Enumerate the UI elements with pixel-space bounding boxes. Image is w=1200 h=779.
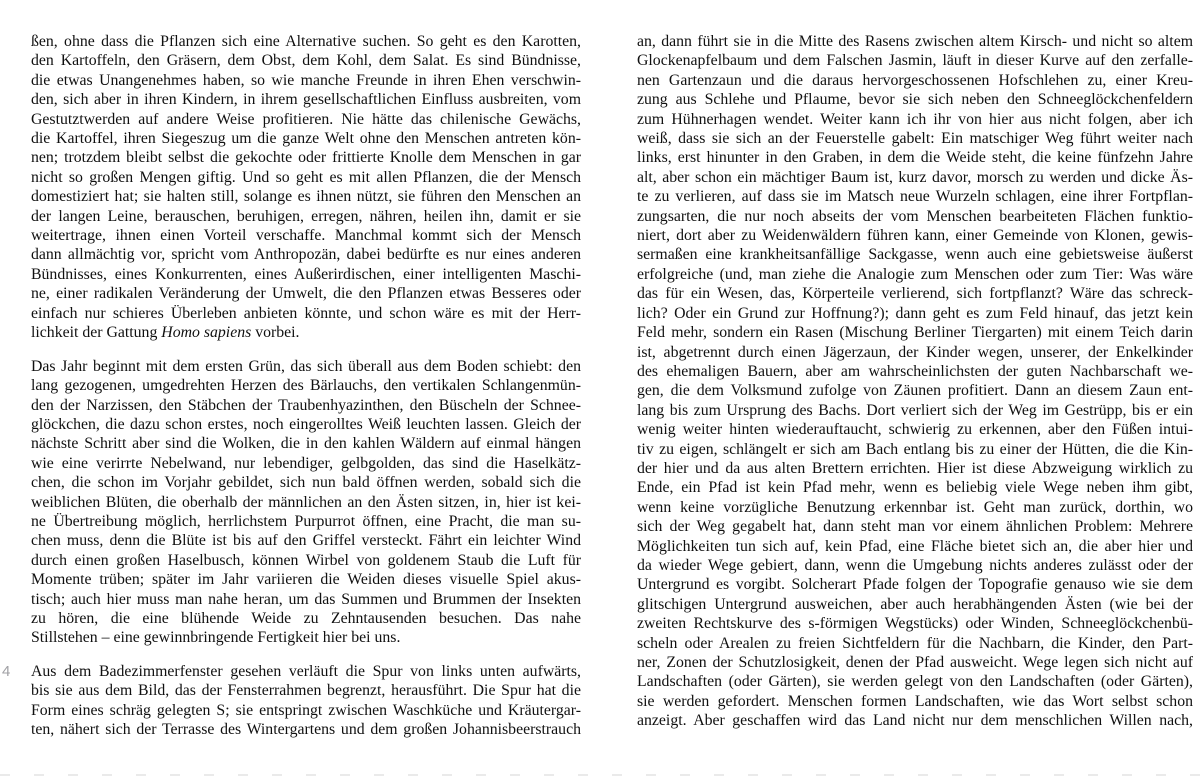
text-line: domestiziert hat; sie halten still, solange es ihnen nützt, sie führen den Menschen an	[31, 188, 581, 206]
text-line: glöckchen, die dazu schon erstes, noch eingerolltes Weiß leuchten lassen. Gleich der	[31, 415, 581, 433]
margin-paragraph-number: 4	[2, 663, 11, 680]
text-line: lang bis zum Ursprung des Bachs. Dort verliert sich der Weg im Gestrüpp, bis er ein	[637, 401, 1193, 419]
text-line: scheln oder Arealen zu freien Sichtfeldern für die Nachbarn, die Kinder, den Part-	[637, 634, 1193, 652]
text-line	[31, 323, 581, 342]
paragraph	[31, 662, 581, 740]
text-line: lich? Oder ein Grund zur Hoffnung?); dann geht es zum Feld hinauf, das jetzt kein	[637, 304, 1193, 322]
paragraph	[637, 32, 1193, 731]
text-line: Stillstehen – eine gewinnbringende Fertigkeit hier bei uns.	[31, 629, 401, 647]
text-line: ßen, ohne dass die Pflanzen sich eine Alternative suchen. So geht es den Karotten,	[31, 33, 581, 50]
text-line: niert, dort aber zu Weidenwäldern führen kann, einer Gemeinde von Klonen, gewis-	[637, 227, 1193, 245]
text-line: zu hören, die eine blühende Weide zu Zehntausenden besuchen. Das nahe	[31, 609, 581, 627]
text-line: ne, einer radikalen Veränderung der Umwelt, die den Pflanzen etwas Besseres oder	[31, 285, 581, 303]
text-line: Das Jahr beginnt mit dem ersten Grün, das sich überall aus dem Boden schiebt: den	[31, 357, 581, 375]
text-line: ner, Zonen der Schutzlosigkeit, denen der Pfad ausweicht. Wege legen sich nicht auf	[637, 654, 1193, 671]
text-line: wie eine verirrte Nebelwand, nur lebendiger, gelbgolden, das sind die Haselkätz-	[31, 454, 581, 472]
text-line: Möglichkeiten tun sich auf, kein Pfad, eine Fläche bietet sich an, die aber hier und	[637, 537, 1193, 555]
text-line: gen, die dem Volksmund zufolge von Zäunen profitiert. Dann an diesem Zaun ent-	[637, 382, 1193, 400]
text-line: der hier und da aus alten Brettern errichten. Hier ist diese Abzweigung wirklich zu	[637, 459, 1193, 477]
text-line: des ehemaligen Bauern, aber am wahrscheinlichsten der guten Nachbarschaft we-	[637, 362, 1193, 380]
text-line: Form eines schräg gelegten S; sie entspringt zwischen Waschküche und Kräutergar-	[31, 701, 581, 719]
text-line: zum Hühnerhagen wendet. Weiter kann ich ihr von hier aus nicht folgen, aber ich	[637, 110, 1193, 128]
text-line: tisch; auch hier muss man nahe heran, um das Summen und Brummen der Insekten	[31, 590, 581, 608]
text-line: Glockenapfelbaum und dem Falschen Jasmin, läuft in dieser Kurve auf den zerfalle-	[637, 52, 1193, 70]
text-line: Untergrund es vorgibt. Solcherart Pfade folgen der Topografie genauso wie sie dem	[637, 576, 1193, 594]
text-line: den Kartoffeln, den Gräsern, dem Obst, dem Kohl, dem Salat. Es sind Bündnisse,	[31, 52, 581, 70]
right-page-text-column	[637, 32, 1193, 745]
text-line: die Kartoffel, ihren Siegeszug um die ganze Welt ohne den Menschen antreten kön-	[31, 130, 581, 148]
text-line: nen Gartenzaun und die daraus hervorgeschossenen Hofschlehen zu, einer Kreu-	[637, 71, 1193, 89]
text-line: zungsarten, die nur noch abseits der vom Menschen bearbeiteten Flächen funktio-	[637, 207, 1193, 225]
text-line: ten, nähert sich der Terrasse des Wintergartens und dem großen Johannisbeerstrauch	[31, 721, 581, 739]
text-line: den der Narzissen, den Stäbchen der Traubenhyazinthen, den Büscheln der Schnee-	[31, 396, 581, 414]
text-line: zung aus Schlehe und Pflaume, bevor sie sich neben den Schneeglöckchenfeldern	[637, 91, 1193, 109]
text-line: weiblichen Blüten, die oberhalb der männlichen an den Ästen sitzen, in, hier ist kei-	[31, 493, 581, 511]
text-line: te zu verlieren, auf dass sie im Matsch neue Wurzeln schlagen, eine ihrer Fortpflan-	[637, 188, 1193, 206]
text-line: ist, abgetrennt durch einen Jägerzaun, der Kinder wegen, unserer, der Enkelkinder	[637, 343, 1193, 361]
text-line: sie werden gefordert. Menschen formen Landschaften, wie das Wort selbst schon	[637, 692, 1193, 710]
text-line: sich der Weg gegabelt hat, dann steht man vor einem ähnlichen Problem: Mehrere	[637, 518, 1193, 536]
text-line: Ende, ein Pfad ist kein Pfad mehr, wenn es beliebig viele Wege neben ihm gibt,	[637, 479, 1193, 497]
text-line: Aus dem Badezimmerfenster gesehen verläuft die Spur von links unten aufwärts,	[31, 662, 581, 680]
text-line: Bündnisses, eines Konkurrenten, eines Außerirdischen, einer intelligenten Maschi-	[31, 265, 581, 283]
text-line: den, sich aber in ihren Kindern, in ihrem gesellschaftlichen Einfluss ausbreiten, vom	[31, 91, 581, 109]
text-line: da wieder Wege gebiert, dann, wenn die Umgebung nichts anderes zulässt oder der	[637, 556, 1193, 574]
text-line: der langen Leine, berauschen, beruhigen, erregen, nähren, heilen ihn, damit er sie	[31, 207, 581, 225]
text-line: links, erst hinunter in den Graben, in dem die Weide steht, die keine fünfzehn Jahre	[637, 149, 1193, 167]
text-line: Landschaften (oder Gärten), sie werden gelegt von den Landschaften (oder Gärten),	[637, 673, 1193, 691]
text-line: durch einen großen Haselbusch, können Wirbel von goldenem Staub die Luft für	[31, 551, 581, 569]
text-line: ne Übertreibung möglich, herrlichstem Purpurrot öffnen, eine Pracht, die man su-	[31, 512, 581, 530]
text-line: weiß, dass sie sich an der Feuerstelle gabelt: Ein matschiger Weg führt weiter nach	[637, 130, 1193, 148]
italic-species-name: Homo sapiens	[161, 324, 252, 342]
paragraph	[31, 357, 581, 648]
text-line: nen; trotzdem bleibt selbst die gekochte oder frittierte Knolle dem Menschen in gar	[31, 149, 581, 167]
text-line: wenn keine vorzügliche Benutzung erkennbar ist. Geht man zurück, dorthin, wo	[637, 498, 1193, 516]
text-line: die etwas Unangenehmes haben, so wie manche Freunde in ihren Ehen verschwin-	[31, 71, 581, 89]
text-line: lang gezogenen, umgedrehten Herzen des Bärlauchs, den vertikalen Schlangenmün-	[31, 377, 581, 395]
page-bottom-scan-edge	[0, 774, 1200, 776]
text-line: chen, die schon im Vorjahr gebildet, sich nun bald öffnen werden, sobald sich die	[31, 474, 581, 492]
text-line: glitschigen Untergrund ausweichen, aber auch herabhängenden Ästen (wie bei der	[637, 595, 1193, 613]
text-line: chen muss, denn die Blüte ist bis auf den Griffel versteckt. Fährt ein leichter Wind	[31, 532, 581, 550]
text-line: dann allmächtig vor, spricht vom Anthropozän, dabei bedürfte es nur eines anderen	[31, 246, 581, 264]
text-line: bis sie aus dem Bild, das der Fensterrahmen begrenzt, herausführt. Die Spur hat die	[31, 682, 581, 700]
text-line: nächste Schritt aber sind die Wolken, die in den kahlen Wäldern auf einmal hängen	[31, 435, 581, 453]
text-line: Feld mehr, sondern ein Rasen (Mischung Berliner Tiergarten) mit einem Teich darin	[637, 324, 1193, 342]
text-line: nicht so großen Mengen giftig. Und so geht es mit allen Pflanzen, die der Mensch	[31, 168, 581, 186]
text-segment: vorbei.	[251, 324, 300, 342]
text-line: einfach nur schieres Überleben anbieten könnte, und schon wäre es mit der Herr-	[31, 304, 581, 322]
text-line: zweiten Rechtskurve des s-förmigen Wegstücks) oder Winden, Schneeglöckchenbü-	[637, 615, 1193, 633]
text-line: das für ein Wesen, das, Körperteile verlierend, sich fortpflanzt? Wäre das schreck-	[637, 285, 1193, 303]
text-line: anzeigt. Aber geschaffen wird das Land nicht nur dem menschlichen Willen nach,	[637, 712, 1193, 730]
text-line: sermaßen eine krankheitsanfällige Sackgasse, wenn auch eine gebietsweise äußerst	[637, 246, 1193, 264]
left-page-text-column	[31, 32, 581, 754]
text-line: an, dann führt sie in die Mitte des Rasens zwischen altem Kirsch- und nicht so altem	[637, 33, 1193, 50]
text-line: Momente trüben; später im Jahr variieren die Weiden dieses visuelle Spiel akus-	[31, 571, 581, 589]
text-line: tiv zu eigen, schlängelt er sich am Bach entlang bis zu einer der Hütten, die die Kin-	[637, 440, 1193, 458]
paragraph	[31, 32, 581, 343]
text-line: Gestutztwerden auf andere Weise profitieren. Nie hätte das chilenische Gewächs,	[31, 110, 581, 128]
text-line: erfolgreiche (und, man ziehe die Analogie zum Menschen oder zum Tier: Was wäre	[637, 265, 1193, 283]
text-line: alt, aber schon ein mächtiger Baum ist, kurz davor, morsch zu werden und dicke Äs-	[637, 168, 1193, 186]
text-line: weitertrage, ihnen einen Vorteil verschaffe. Manchmal kommt sich der Mensch	[31, 227, 581, 245]
text-segment: lichkeit der Gattung	[31, 324, 162, 342]
text-line: wenig weiter hinten wiederauftaucht, schwierig zu erkennen, aber den Füßen intui-	[637, 421, 1193, 439]
